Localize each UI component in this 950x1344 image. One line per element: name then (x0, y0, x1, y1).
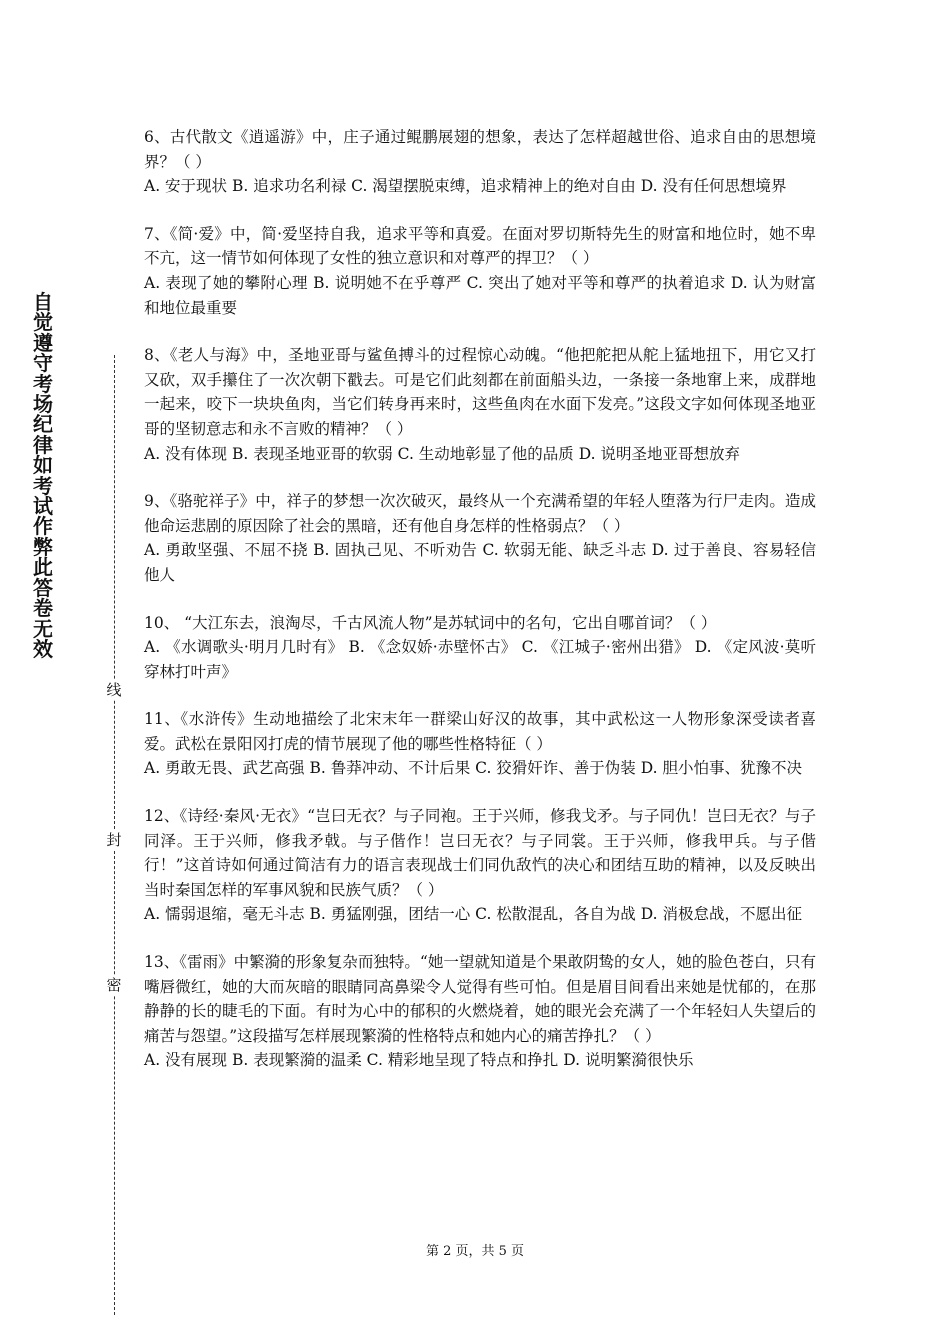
question-10 (144, 611, 816, 685)
question-text: 6、古代散文《逍遥游》中，庄子通过鲲鹏展翅的想象，表达了怎样超越世俗、追求自由的思想境界？（ ） (144, 128, 816, 171)
question-8 (144, 343, 816, 466)
question-7 (144, 222, 816, 320)
question-text: 11、《水浒传》生动地描绘了北宋末年一群梁山好汉的故事，其中武松这一人物形象深受读者喜爱。武松在景阳冈打虎的情节展现了他的哪些性格特征（ ） (144, 710, 816, 753)
question-text: 8、《老人与海》中，圣地亚哥与鲨鱼搏斗的过程惊心动魄。“他把舵把从舵上猛地扭下，用它又打又砍，双手攥住了一次次朝下戳去。可是它们此刻都在前面船头边，一条接一条地窜上来，成群地一起来，咬下一块块鱼肉，当它们转身再来时，这些鱼肉在水面下发亮。”这段文字如何体现圣地亚哥的坚韧意志和永不言败的精神？（ ） (144, 346, 816, 438)
question-11 (144, 707, 816, 781)
question-options: A. 安于现状 B. 追求功名利禄 C. 渴望摆脱束缚，追求精神上的绝对自由 D. 没有任何思想境界 (144, 177, 787, 196)
question-list (144, 125, 816, 1096)
question-text: 9、《骆驼祥子》中，祥子的梦想一次次破灭，最终从一个充满希望的年轻人堕落为行尸走肉。造成他命运悲剧的原因除了社会的黑暗，还有他自身怎样的性格弱点？（ ） (144, 492, 816, 535)
question-text: 12、《诗经·秦风·无衣》“岂曰无衣？与子同袍。王于兴师，修我戈矛。与子同仇！岂曰无衣？与子同泽。王于兴师，修我矛戟。与子偕作！岂曰无衣？与子同裳。王于兴师，修我甲兵。与子偕行！”这首诗如何通过简洁有力的语言表现战士们同仇敌忾的决心和团结互助的精神，以及反映出当时秦国怎样的军事风貌和民族气质？（ ） (144, 807, 816, 899)
question-12 (144, 804, 816, 927)
question-options: A. 没有体现 B. 表现圣地亚哥的软弱 C. 生动地彰显了他的品质 D. 说明圣地亚哥想放弃 (144, 444, 740, 463)
binding-label-mi: 密 (104, 975, 124, 995)
question-options: A. 《水调歌头·明月几时有》 B. 《念奴娇·赤壁怀古》 C. 《江城子·密州出猎》 D. 《定风波·莫听穿林打叶声》 (144, 638, 816, 681)
question-options: A. 表现了她的攀附心理 B. 说明她不在乎尊严 C. 突出了她对平等和尊严的执着追求 D. 认为财富和地位最重要 (144, 273, 816, 317)
question-9 (144, 489, 816, 587)
question-text: 7、《简·爱》中，简·爱坚持自我，追求平等和真爱。在面对罗切斯特先生的财富和地位时，她不卑不亢，这一情节如何体现了女性的独立意识和对尊严的捍卫？（ ） (144, 224, 816, 268)
question-text: 13、《雷雨》中繁漪的形象复杂而独特。“她一望就知道是个果敢阴鸷的女人，她的脸色苍白，只有嘴唇微红，她的大而灰暗的眼睛同高鼻梁令人觉得有些可怕。但是眉目间看出来她是忧郁的，在那静静的长的睫毛的下面。有时为心中的郁积的火燃烧着，她的眼光会充满了一个年轻妇人失望后的痛苦与怨望。”这段描写怎样展现繁漪的性格特点和她内心的痛苦挣扎？（ ） (144, 953, 816, 1045)
question-text: 10、 “大江东去，浪淘尽，千古风流人物”是苏轼词中的名句，它出自哪首词？（ ） (144, 613, 717, 632)
question-options: A. 勇敢坚强、不屈不挠 B. 固执己见、不听劝告 C. 软弱无能、缺乏斗志 D. 过于善良、容易轻信他人 (144, 541, 816, 584)
question-options: A. 勇敢无畏、武艺高强 B. 鲁莽冲动、不计后果 C. 狡猾奸诈、善于伪装 D. 胆小怕事、犹豫不决 (144, 759, 802, 778)
binding-label-xian: 线 (104, 680, 124, 700)
question-options: A. 懦弱退缩，毫无斗志 B. 勇猛刚强，团结一心 C. 松散混乱，各自为战 D. 消极怠战，不愿出征 (144, 905, 802, 924)
question-options: A. 没有展现 B. 表现繁漪的温柔 C. 精彩地呈现了特点和挣扎 D. 说明繁漪很快乐 (144, 1051, 694, 1070)
question-13 (144, 950, 816, 1073)
binding-label-feng: 封 (104, 830, 124, 850)
question-6 (144, 125, 816, 199)
exam-discipline-notice: 自觉遵守考场纪律如考试作弊此答卷无效 (33, 290, 53, 661)
page-number-footer: 第 2 页，共 5 页 (425, 1244, 525, 1259)
